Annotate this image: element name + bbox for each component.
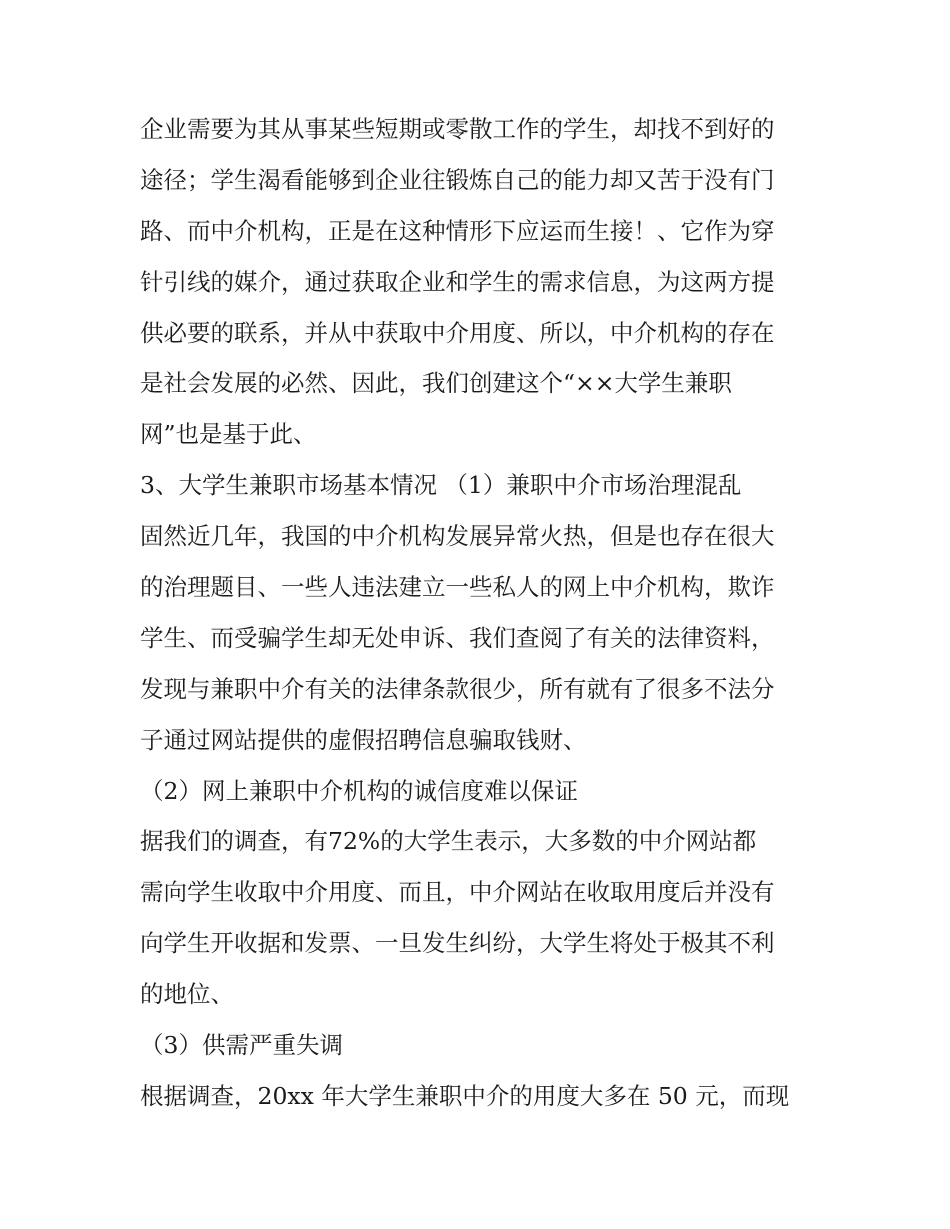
text-line: 供必要的联系，并从中获取中介用度、所以，中介机构的存在 — [140, 318, 775, 347]
text-line: 针引线的媒介，通过获取企业和学生的需求信息，为这两方提 — [140, 267, 775, 296]
text-line: 的地位、 — [140, 980, 234, 1009]
document-body — [140, 104, 820, 1122]
text-line: 网”也是基于此、 — [140, 420, 317, 449]
text-line: 路、而中介机构，正是在这种情形下应运而生接！、它作为穿 — [140, 216, 775, 245]
text-line: 据我们的调查，有72%的大学生表示，大多数的中介网站都 — [140, 827, 757, 856]
text-line: 的治理题目、一些人违法建立一些私人的网上中介机构，欺诈 — [140, 573, 775, 602]
subsection-heading: （3）供需严重失调 — [140, 1031, 343, 1060]
text-line: 途径；学生渴看能够到企业往锻炼自己的能力却又苦于没有门 — [140, 165, 775, 194]
text-line: 需向学生收取中介用度、而且，中介网站在收取用度后并没有 — [140, 878, 775, 907]
subsection-heading: （2）网上兼职中介机构的诚信度难以保证 — [140, 776, 578, 805]
text-line: 子通过网站提供的虚假招聘信息骗取钱财、 — [140, 725, 587, 754]
text-line: 根据调查，20xx 年大学生兼职中介的用度大多在 50 元，而现 — [140, 1081, 790, 1110]
text-line: 是社会发展的必然、因此，我们创建这个“××大学生兼职 — [140, 369, 732, 398]
text-line: 向学生开收据和发票、一旦发生纠纷，大学生将处于极其不利 — [140, 929, 775, 958]
text-line: 学生、而受骗学生却无处申诉、我们查阅了有关的法律资料， — [140, 623, 775, 652]
section-heading: 3、大学生兼职市场基本情况 （1）兼职中介市场治理混乱 — [140, 471, 742, 500]
text-line: 固然近几年，我国的中介机构发展异常火热，但是也存在很大 — [140, 522, 775, 551]
text-line: 发现与兼职中介有关的法律条款很少，所有就有了很多不法分 — [140, 674, 775, 703]
text-line: 企业需要为其从事某些短期或零散工作的学生，却找不到好的 — [140, 115, 775, 143]
